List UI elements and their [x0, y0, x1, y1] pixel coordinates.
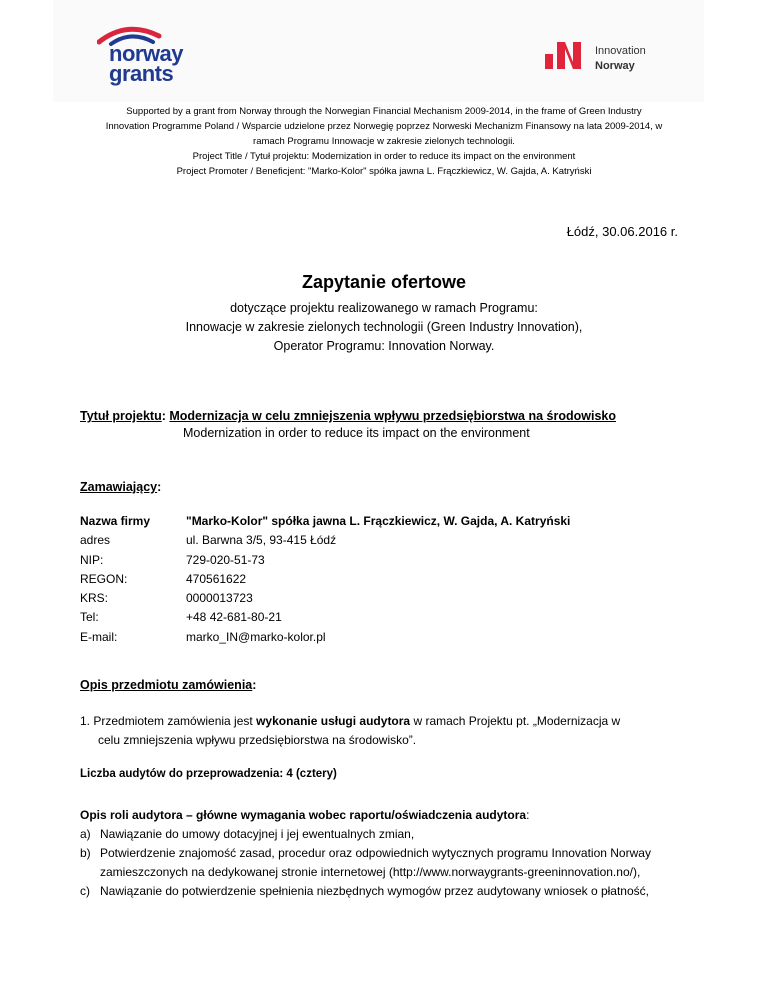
auditor-requirements-list — [80, 825, 700, 901]
order-description-heading-text: Opis przedmiotu zamówienia — [80, 678, 253, 692]
innovation-norway-line1: Innovation — [595, 45, 646, 57]
norway-grants-line2: grants — [109, 61, 174, 86]
order-subject-text-a: 1. Przedmiotem zamówienia jest — [80, 714, 257, 728]
norway-grants-logo — [97, 22, 212, 92]
nip-label: NIP: — [80, 552, 104, 567]
ordering-party-labels — [80, 512, 150, 647]
funding-notice — [30, 104, 738, 179]
regon-value: 470561622 — [186, 571, 247, 586]
address-label: adres — [80, 533, 111, 548]
project-title-colon: : — [161, 409, 170, 423]
subtitle-line: Innowacje w zakresie zielonych technologii (Green Industry Innovation), — [185, 320, 583, 334]
subtitle-line: dotyczące projektu realizowanego w ramach Programu: — [230, 301, 538, 315]
funding-notice-line: Project Title / Tytuł projektu: Modernization in order to reduce its impact on the environment — [192, 151, 576, 162]
order-subject-text-b: w ramach Projektu pt. „Modernizacja w — [410, 714, 621, 728]
innovation-norway-line2: Norway — [595, 60, 635, 72]
list-item — [80, 882, 700, 901]
document-subtitle — [0, 299, 768, 356]
order-subject-paragraph — [80, 712, 690, 750]
email-label: E-mail: — [80, 629, 118, 644]
innovation-norway-logo — [543, 38, 673, 74]
krs-value: 0000013723 — [186, 591, 253, 606]
list-item — [80, 825, 700, 844]
company-name-value: "Marko-Kolor" spółka jawna L. Frączkiewicz, W. Gajda, A. Katryński — [186, 514, 571, 528]
ordering-party-heading — [80, 480, 161, 494]
list-item-letter: b) — [80, 846, 91, 860]
document-date: Łódź, 30.06.2016 r. — [566, 224, 678, 239]
funding-notice-line: ramach Programu Innowacje w zakresie zielonych technologii. — [253, 136, 515, 147]
list-item — [80, 844, 700, 882]
project-title-en: Modernization in order to reduce its impact on the environment — [183, 426, 530, 440]
list-item-letter: a) — [80, 827, 91, 841]
list-item-text: Nawiązanie do potwierdzenie spełnienia niezbędnych wymogów przez audytowany wniosek o płatność, — [100, 884, 649, 898]
project-title-pl: Modernizacja w celu zmniejszenia wpływu przedsiębiorstwa na środowisko — [169, 409, 617, 423]
project-title-row — [80, 407, 616, 426]
regon-label: REGON: — [80, 571, 128, 586]
subtitle-line: Operator Programu: Innovation Norway. — [273, 339, 495, 353]
email-value: marko_IN@marko-kolor.pl — [186, 629, 326, 644]
list-item-text: Potwierdzenie znajomość zasad, procedur oraz odpowiednich wytycznych programu Innovation Norway zamieszczonych na dedykowanej stronie internetowej (http://www.norwaygrants-greeninnovation.no/), — [100, 846, 651, 879]
funding-notice-line: Innovation Programme Poland / Wsparcie udzielone przez Norwegię poprzez Norweski Mechanizm Finansowy na lata 2009-2014, w — [105, 121, 663, 132]
tel-label: Tel: — [80, 610, 99, 625]
funding-notice-line: Supported by a grant from Norway through the Norwegian Financial Mechanism 2009-2014, in the frame of Green Industry — [126, 106, 642, 117]
order-subject-text-c: celu zmniejszenia wpływu przedsiębiorstwa na środowisko”. — [98, 733, 417, 747]
project-title-label: Tytuł projektu — [80, 409, 162, 423]
order-subject-bold: wykonanie usługi audytora — [256, 714, 411, 728]
krs-label: KRS: — [80, 591, 109, 606]
order-description-heading — [80, 678, 256, 692]
auditor-role-heading-colon: : — [526, 808, 530, 822]
document-title: Zapytanie ofertowe — [301, 272, 467, 292]
list-item-text: Nawiązanie do umowy dotacyjnej i jej ewentualnych zmian, — [100, 827, 415, 841]
funding-notice-line: Project Promoter / Beneficjent: "Marko-Kolor" spółka jawna L. Frączkiewicz, W. Gajda, A. Katryński — [176, 166, 592, 177]
auditor-role-heading-text: Opis roli audytora – główne wymagania wobec raportu/oświadczenia audytora — [80, 808, 527, 822]
innovation-norway-mark-icon — [543, 38, 585, 72]
norway-grants-line1: norway — [109, 41, 184, 66]
list-item-letter: c) — [80, 884, 90, 898]
company-name-label: Nazwa firmy — [80, 514, 151, 528]
address-value: ul. Barwna 3/5, 93-415 Łódź — [186, 533, 337, 548]
ordering-party-heading-colon: : — [157, 480, 162, 494]
ordering-party-heading-text: Zamawiający — [80, 480, 158, 494]
nip-value: 729-020-51-73 — [186, 552, 265, 567]
tel-value: +48 42-681-80-21 — [186, 610, 282, 625]
ordering-party-values — [186, 512, 570, 647]
audit-count: Liczba audytów do przeprowadzenia: 4 (cztery) — [80, 768, 337, 780]
order-description-heading-colon: : — [252, 678, 257, 692]
auditor-role-heading — [80, 806, 529, 825]
